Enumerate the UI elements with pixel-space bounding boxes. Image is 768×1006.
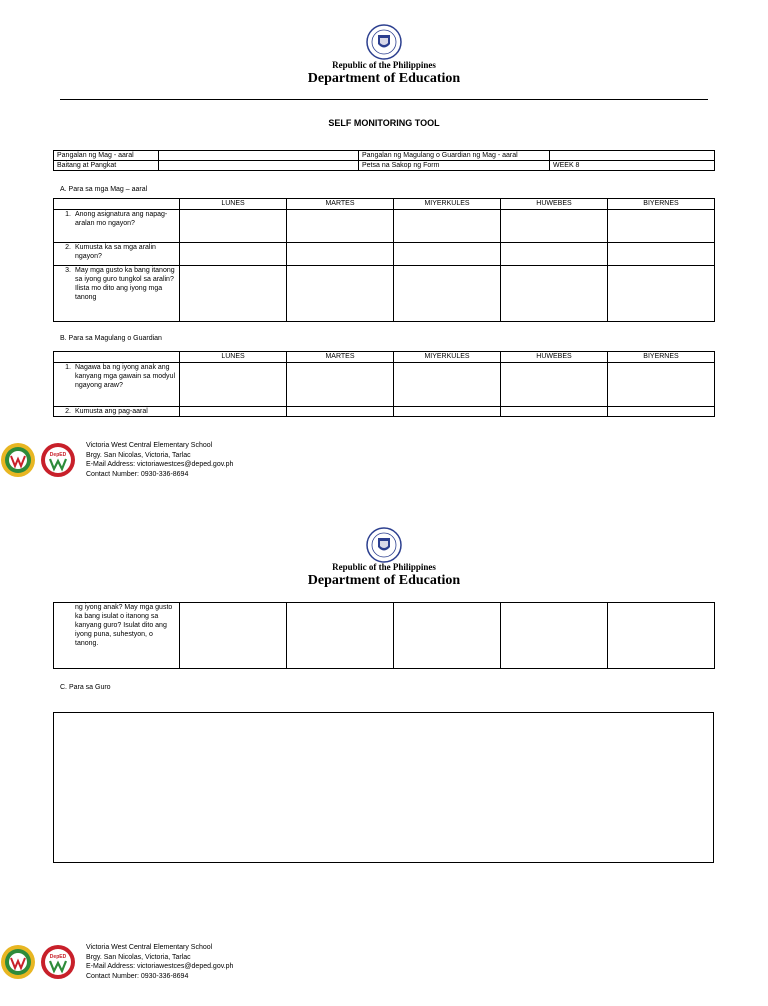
answer-cell[interactable] xyxy=(501,603,608,669)
answer-cell[interactable] xyxy=(287,363,394,407)
section-b-heading: B. Para sa Magulang o Guardian xyxy=(60,335,162,342)
school-name: Victoria West Central Elementary School xyxy=(86,442,213,449)
answer-cell[interactable] xyxy=(501,243,608,266)
answer-cell[interactable] xyxy=(608,603,715,669)
school-logo-icon xyxy=(0,944,36,980)
table-row xyxy=(54,210,715,243)
teacher-notes-box[interactable] xyxy=(53,712,714,863)
school-address: Brgy. San Nicolas, Victoria, Tarlac xyxy=(86,451,191,459)
question-cell: 2. Kumusta ang pag-aaral xyxy=(54,407,180,417)
grade-section-field[interactable] xyxy=(159,161,359,171)
answer-cell[interactable] xyxy=(608,210,715,243)
corner-cell xyxy=(54,352,180,363)
answer-cell[interactable] xyxy=(501,363,608,407)
corner-cell xyxy=(54,199,180,210)
day-header: MARTES xyxy=(287,352,394,363)
section-a-heading: A. Para sa mga Mag – aaral xyxy=(60,186,148,193)
day-header: MIYERKULES xyxy=(394,352,501,363)
question-cell xyxy=(54,603,180,669)
answer-cell[interactable] xyxy=(180,243,287,266)
answer-cell[interactable] xyxy=(394,266,501,322)
school-email: E-Mail Address: victoriawestces@deped.gov.ph xyxy=(86,963,234,970)
school-address: Brgy. San Nicolas, Victoria, Tarlac xyxy=(86,953,191,961)
day-header: LUNES xyxy=(180,199,287,210)
table-row xyxy=(54,407,715,417)
student-info-table xyxy=(53,150,715,171)
school-footer xyxy=(0,942,300,992)
question-text: Kumusta ang pag-aaral xyxy=(75,408,148,415)
question-cell: 1. Nagawa ba ng iyong anak ang kanyang mga gawain sa modyul ngayong araw? xyxy=(54,363,180,407)
deped-logo-icon xyxy=(40,944,76,980)
answer-cell[interactable] xyxy=(180,266,287,322)
table-row xyxy=(54,363,715,407)
answer-cell[interactable] xyxy=(394,243,501,266)
date-coverage-label: Petsa na Sakop ng Form xyxy=(359,161,550,171)
school-logo-icon xyxy=(0,442,36,478)
department-heading: Department of Education xyxy=(307,573,461,588)
section-c-heading: C. Para sa Guro xyxy=(60,684,111,691)
answer-cell[interactable] xyxy=(394,407,501,417)
student-name-label: Pangalan ng Mag - aaral xyxy=(54,151,159,161)
section-b-table xyxy=(53,351,715,417)
table-row xyxy=(54,266,715,322)
day-header: BIYERNES xyxy=(608,199,715,210)
answer-cell[interactable] xyxy=(180,407,287,417)
school-contact: Contact Number: 0930-336-8694 xyxy=(86,470,189,478)
deped-seal-icon xyxy=(366,24,402,60)
answer-cell[interactable] xyxy=(608,363,715,407)
page-title: SELF MONITORING TOOL xyxy=(328,118,440,128)
department-heading: Department of Education xyxy=(307,71,461,86)
answer-cell[interactable] xyxy=(501,210,608,243)
answer-cell[interactable] xyxy=(180,603,287,669)
svg-text:DepED: DepED xyxy=(49,954,67,960)
day-header: MIYERKULES xyxy=(394,199,501,210)
header-rule xyxy=(60,99,708,100)
answer-cell[interactable] xyxy=(180,210,287,243)
school-email: E-Mail Address: victoriawestces@deped.gov.ph xyxy=(86,461,234,468)
answer-cell[interactable] xyxy=(394,363,501,407)
day-header: HUWEBES xyxy=(501,199,608,210)
guardian-name-field[interactable] xyxy=(550,151,715,161)
answer-cell[interactable] xyxy=(287,266,394,322)
section-a-table xyxy=(53,198,715,322)
day-header: BIYERNES xyxy=(608,352,715,363)
question-text: Anong asignatura ang napag-aralan mo ngayon? xyxy=(75,211,168,227)
table-row xyxy=(54,243,715,266)
school-contact: Contact Number: 0930-336-8694 xyxy=(86,972,189,980)
deped-logo-icon xyxy=(40,442,76,478)
republic-heading: Republic of the Philippines xyxy=(332,60,436,70)
question-text: ng iyong anak? May mga gusto ka bang isulat o itanong sa kanyang guro? Isulat dito ang iyong puna, suhestyon, o tanong. xyxy=(75,604,173,647)
answer-cell[interactable] xyxy=(394,603,501,669)
question-text: May mga gusto ka bang itanong sa iyong guro tungkol sa aralin? Ilista mo dito ang iyong mga tanong xyxy=(75,267,175,301)
svg-text:DepED: DepED xyxy=(49,452,67,458)
answer-cell[interactable] xyxy=(287,210,394,243)
section-b-table-continued xyxy=(53,602,715,669)
deped-seal-icon xyxy=(366,527,402,563)
date-coverage-field[interactable]: WEEK 8 xyxy=(550,161,715,171)
answer-cell[interactable] xyxy=(287,603,394,669)
footer-text xyxy=(86,943,233,981)
answer-cell[interactable] xyxy=(287,407,394,417)
footer-text xyxy=(86,441,233,479)
republic-heading: Republic of the Philippines xyxy=(332,562,436,572)
day-header: MARTES xyxy=(287,199,394,210)
answer-cell[interactable] xyxy=(501,407,608,417)
answer-cell[interactable] xyxy=(501,266,608,322)
school-footer xyxy=(0,440,300,490)
grade-section-label: Baitang at Pangkat xyxy=(54,161,159,171)
day-header: HUWEBES xyxy=(501,352,608,363)
guardian-name-label: Pangalan ng Magulang o Guardian ng Mag - aaral xyxy=(359,151,550,161)
question-text: Kumusta ka sa mga aralin ngayon? xyxy=(75,244,156,260)
answer-cell[interactable] xyxy=(180,363,287,407)
question-cell: 1. Anong asignatura ang napag-aralan mo ngayon? xyxy=(54,210,180,243)
question-cell: 2. Kumusta ka sa mga aralin ngayon? xyxy=(54,243,180,266)
answer-cell[interactable] xyxy=(287,243,394,266)
table-row xyxy=(54,603,715,669)
school-name: Victoria West Central Elementary School xyxy=(86,944,213,951)
answer-cell[interactable] xyxy=(394,210,501,243)
student-name-field[interactable] xyxy=(159,151,359,161)
answer-cell[interactable] xyxy=(608,407,715,417)
question-cell: 3. May mga gusto ka bang itanong sa iyong guro tungkol sa aralin? Ilista mo dito ang iyong mga tanong xyxy=(54,266,180,322)
answer-cell[interactable] xyxy=(608,266,715,322)
answer-cell[interactable] xyxy=(608,243,715,266)
question-text: Nagawa ba ng iyong anak ang kanyang mga gawain sa modyul ngayong araw? xyxy=(75,364,176,389)
day-header: LUNES xyxy=(180,352,287,363)
